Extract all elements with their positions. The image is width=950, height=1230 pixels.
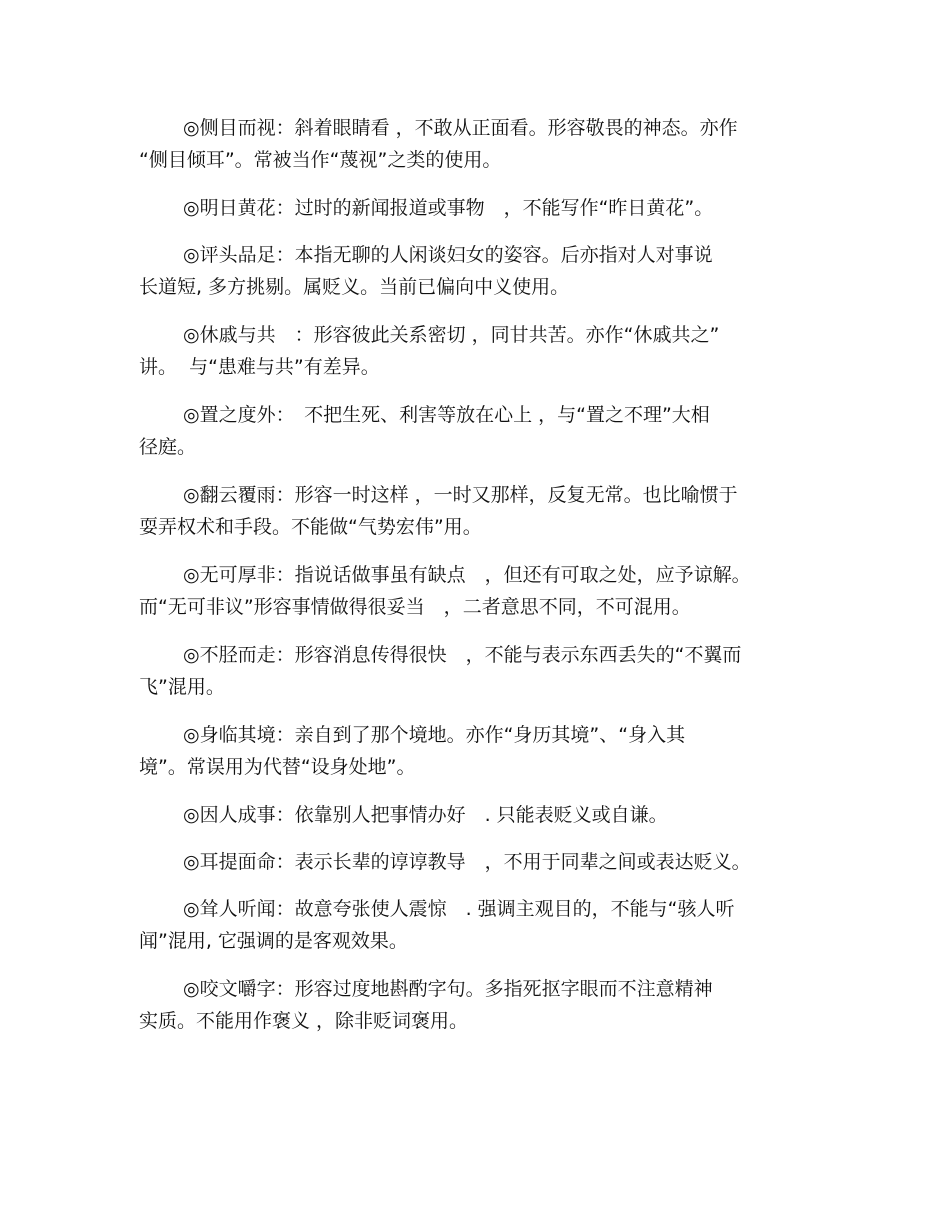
idiom-entry <box>139 719 780 783</box>
entry-text: 而“无可非议”形容事情做得很妥当 ，二者意思不同，不可混用。 <box>139 596 691 618</box>
entry-text: ◎明日黄花：过时的新闻报道或事物 ，不能写作“昨日黄花”。 <box>183 197 714 219</box>
entry-text: 闻”混用, 它强调的是客观效果。 <box>139 930 408 952</box>
entry-text: ◎咬文嚼字：形容过度地斟酌字句。多指死抠字眼而不注意精神 <box>183 978 713 1000</box>
idiom-entry <box>139 973 780 1037</box>
entry-text: 实质。不能用作褒义 ，除非贬词褒用。 <box>139 1010 469 1032</box>
idiom-entry <box>139 192 780 224</box>
idiom-entry <box>139 799 780 831</box>
idiom-entry <box>139 846 780 878</box>
idiom-entry <box>139 319 780 383</box>
entry-text: ◎不胫而走：形容消息传得很快 ，不能与表示东西丢失的“不翼而 <box>183 644 742 666</box>
entry-text: ◎休戚与共 ：形容彼此关系密切 ，同甘共苦。亦作“休戚共之” <box>183 324 720 346</box>
entry-text: ◎耸人听闻：故意夸张使人震惊 . 强调主观目的，不能与“骇人听 <box>183 898 735 920</box>
idiom-entry <box>139 479 780 543</box>
entry-text: ◎耳提面命：表示长辈的谆谆教导 ，不用于同辈之间或表达贬义。 <box>183 851 751 873</box>
entry-text: ◎评头品足：本指无聊的人闲谈妇女的姿容。后亦指对人对事说 <box>183 244 713 266</box>
idiom-entry <box>139 639 780 703</box>
entry-text: 径庭。 <box>139 436 197 458</box>
entry-text: 飞”混用。 <box>139 676 225 698</box>
entry-text: 境”。常误用为代替“设身处地”。 <box>139 756 416 778</box>
entry-text: ◎侧目而视：斜着眼睛看 ，不敢从正面看。形容敬畏的神态。亦作 <box>183 117 738 139</box>
entry-text: “侧目倾耳”。常被当作“蔑视”之类的使用。 <box>139 149 502 171</box>
idiom-entry <box>139 893 780 957</box>
entry-text: ◎无可厚非：指说话做事虽有缺点 ，但还有可取之处，应予谅解。 <box>183 564 751 586</box>
entry-text: 讲。 与“患难与共”有差异。 <box>139 356 380 378</box>
entry-text: ◎身临其境：亲自到了那个境地。亦作“身历其境”、“身入其 <box>183 724 686 746</box>
entry-text: ◎因人成事：依靠别人把事情办好 . 只能表贬义或自谦。 <box>183 804 668 826</box>
entry-text: ◎翻云覆雨：形容一时这样 ，一时又那样，反复无常。也比喻惯于 <box>183 484 738 506</box>
entry-text: ◎置之度外： 不把生死、利害等放在心上 ，与“置之不理”大相 <box>183 404 710 426</box>
entry-text: 耍弄权术和手段。不能做“气势宏伟”用。 <box>139 516 482 538</box>
idiom-entry <box>139 112 780 176</box>
idiom-entry <box>139 399 780 463</box>
idiom-entry <box>139 559 780 623</box>
entry-text: 长道短, 多方挑剔。属贬义。当前已偏向中义使用。 <box>139 276 570 298</box>
idiom-entry <box>139 239 780 303</box>
